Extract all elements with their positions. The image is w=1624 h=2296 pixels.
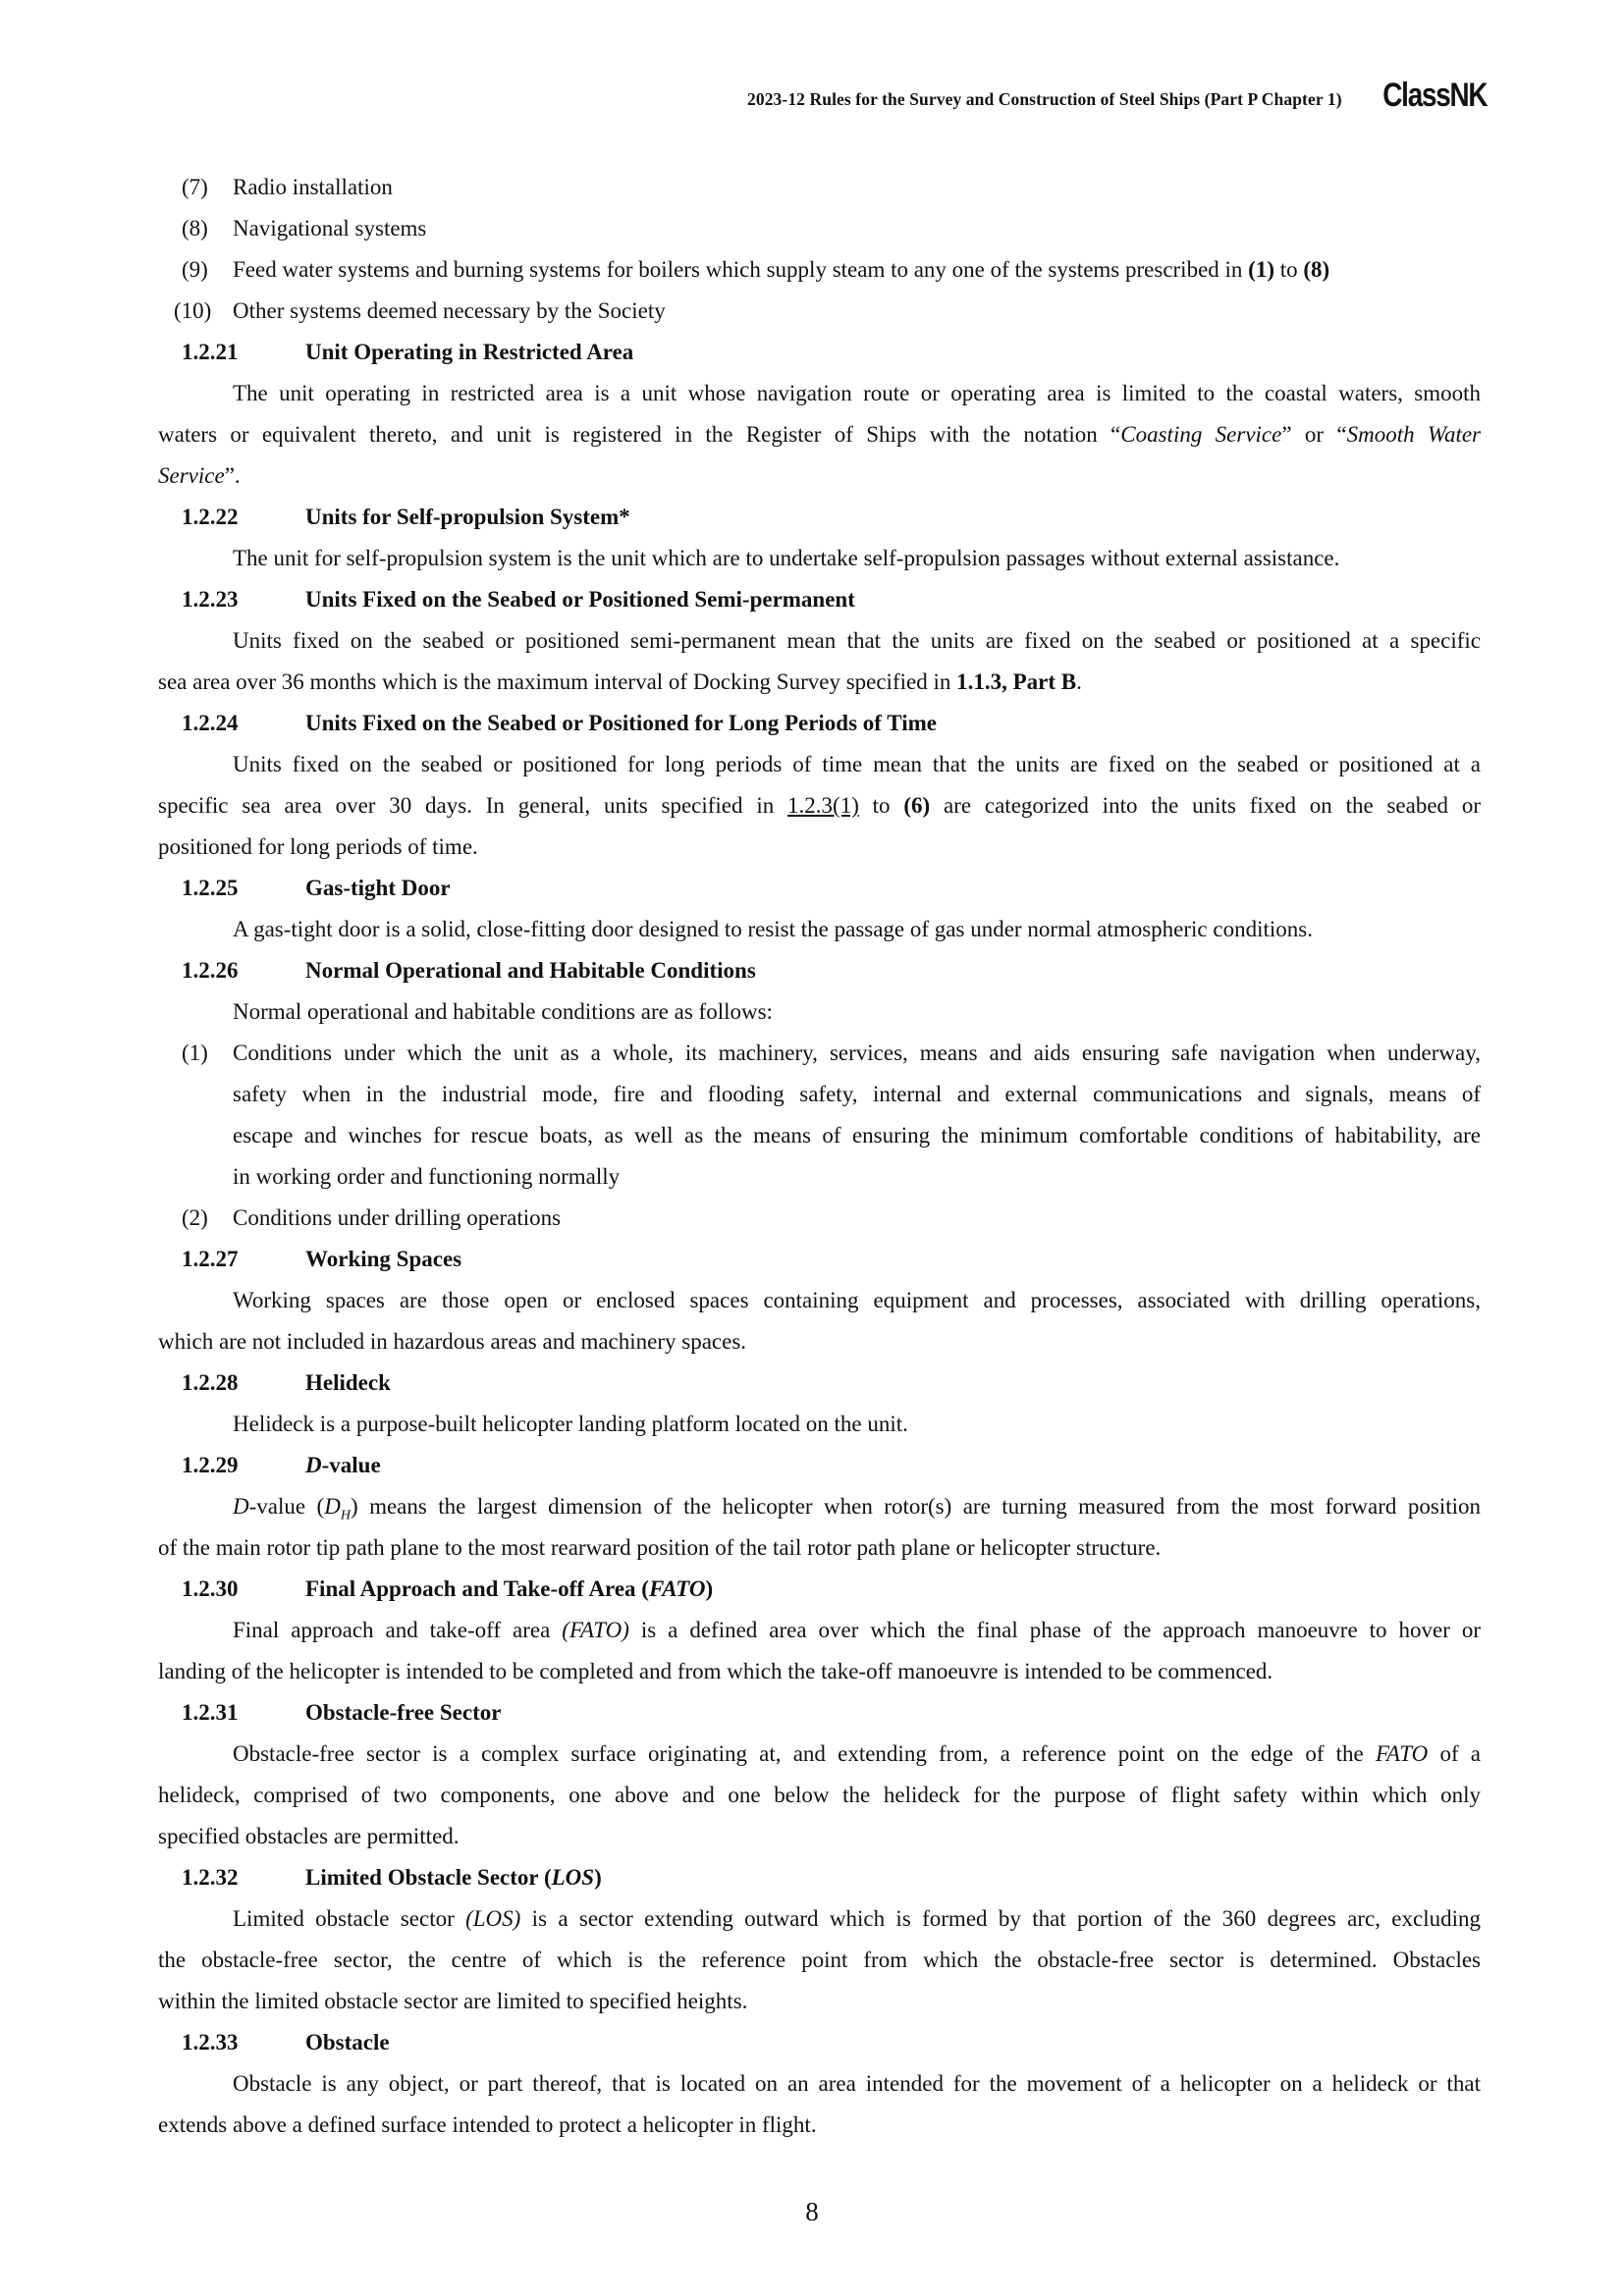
cross-reference: 1.1.3, Part B (956, 669, 1077, 694)
section-heading: 1.2.26 Normal Operational and Habitable Conditions (182, 958, 756, 983)
paragraph-line: of the main rotor tip path plane to the most rearward position of the tail rotor path plane or helicopter structure. (158, 1535, 1162, 1560)
paragraph-line: Units fixed on the seabed or positioned semi-permanent mean that the units are fixed on the seabed or positioned at a specific (233, 628, 1481, 653)
list-item: (8) Navigational systems (182, 216, 427, 240)
section-heading: 1.2.24 Units Fixed on the Seabed or Positioned for Long Periods of Time (182, 711, 937, 735)
paragraph-line: in working order and functioning normally (233, 1164, 621, 1189)
section-heading: 1.2.25 Gas-tight Door (182, 876, 451, 900)
paragraph-line: within the limited obstacle sector are limited to specified heights. (158, 1989, 748, 2013)
list-item: (7) Radio installation (182, 175, 393, 199)
header-title: 2023-12 Rules for the Survey and Construction of Steel Ships (Part P Chapter 1) (747, 89, 1342, 109)
paragraph-line: A gas-tight door is a solid, close-fitting door designed to resist the passage of gas under normal atmospheric conditions. (233, 917, 1313, 941)
paragraph-line: Obstacle-free sector is a complex surface originating at, and extending from, a reference point on the edge of the FATO of a (233, 1741, 1481, 1766)
paragraph-line: Normal operational and habitable conditions are as follows: (233, 999, 773, 1024)
section-heading: 1.2.29 D -value (182, 1453, 381, 1477)
paragraph-line: waters or equivalent thereto, and unit is registered in the Register of Ships with the notation “Coasting Service” or “Smooth Water (158, 422, 1481, 447)
paragraph-line: Obstacle is any object, or part thereof, that is located on an area intended for the movement of a helicopter on a helideck or that (233, 2071, 1481, 2096)
paragraph-line: positioned for long periods of time. (158, 834, 478, 859)
paragraph-line: helideck, comprised of two components, one above and one below the helideck for the purpose of flight safety within which only (158, 1783, 1481, 1807)
section-heading: 1.2.21 Unit Operating in Restricted Area (182, 340, 634, 364)
list-item: (2) Conditions under drilling operations (182, 1205, 562, 1230)
paragraph-line: specific sea area over 30 days. In general, units specified in 1.2.3(1) to (6) are categorized into the units fixed on the seabed or (158, 793, 1482, 818)
list-item: (10) Other systems deemed necessary by the Society (174, 298, 666, 323)
section-heading: 1.2.31 Obstacle-free Sector (182, 1700, 502, 1725)
classnk-logo: ClassNK (1381, 77, 1487, 114)
paragraph-line: Helideck is a purpose-built helicopter landing platform located on the unit. (233, 1412, 908, 1436)
paragraph-line: which are not included in hazardous areas and machinery spaces. (158, 1329, 747, 1354)
paragraph-line: extends above a defined surface intended to protect a helicopter in flight. (158, 2112, 817, 2137)
section-heading: 1.2.28 Helideck (182, 1370, 391, 1395)
section-heading: 1.2.22 Units for Self-propulsion System* (182, 505, 630, 529)
section-heading: 1.2.33 Obstacle (182, 2030, 390, 2055)
paragraph-line: specified obstacles are permitted. (158, 1824, 460, 1848)
list-item: (1) Conditions under which the unit as a whole, its machinery, services, means and aids ensuring safe navigation when underway, (182, 1041, 1481, 1065)
paragraph-line: Service”. (158, 463, 241, 488)
paragraph-line: safety when in the industrial mode, fire and flooding safety, internal and external communications and signals, means of (233, 1082, 1481, 1106)
section-heading: 1.2.23 Units Fixed on the Seabed or Positioned Semi-permanent (182, 587, 855, 612)
paragraph-line: landing of the helicopter is intended to be completed and from which the take-off manoeuvre is intended to be commenced. (158, 1659, 1273, 1683)
list-item: (9) Feed water systems and burning systems for boilers which supply steam to any one of the systems prescribed in (1) to (8) (182, 257, 1330, 282)
paragraph-line: Limited obstacle sector (LOS) is a sector extending outward which is formed by that portion of the 360 degrees arc, excluding (233, 1906, 1481, 1931)
paragraph-line: D-value $(D_H)$ means the largest dimension of the helicopter when rotor(s) are turning measured from the most forward position (233, 1494, 1481, 1523)
paragraph-line: the obstacle-free sector, the centre of which is the reference point from which the obstacle-free sector is determined. Obstacles (158, 1948, 1481, 1972)
paragraph-line: sea area over 36 months which is the maximum interval of Docking Survey specified in 1.1.3, Part B. (158, 669, 1082, 694)
paragraph-line: escape and winches for rescue boats, as well as the means of ensuring the minimum comfortable conditions of habitability, are (233, 1123, 1481, 1148)
document-body (158, 167, 1481, 2146)
paragraph-line: Final approach and take-off area (FATO) is a defined area over which the final phase of the approach manoeuvre to hover or (233, 1618, 1481, 1642)
paragraph-line: The unit for self-propulsion system is the unit which are to undertake self-propulsion passages without external assistance. (233, 546, 1340, 570)
section-heading: 1.2.27 Working Spaces (182, 1247, 462, 1271)
section-heading: 1.2.32 Limited Obstacle Sector ( LOS ) (182, 1865, 602, 1890)
cross-reference-link[interactable]: 1.2.3(1) (787, 793, 859, 818)
page-number: 8 (805, 2197, 819, 2226)
page-header (747, 77, 1487, 115)
paragraph-line: Units fixed on the seabed or positioned for long periods of time mean that the units are fixed on the seabed or positioned at a (233, 752, 1481, 776)
paragraph-line: Working spaces are those open or enclosed spaces containing equipment and processes, associated with drilling operations, (233, 1288, 1481, 1312)
section-heading: 1.2.30 Final Approach and Take-off Area ( FATO ) (182, 1576, 714, 1601)
paragraph-line: The unit operating in restricted area is a unit whose navigation route or operating area is limited to the coastal waters, smooth (233, 381, 1481, 405)
